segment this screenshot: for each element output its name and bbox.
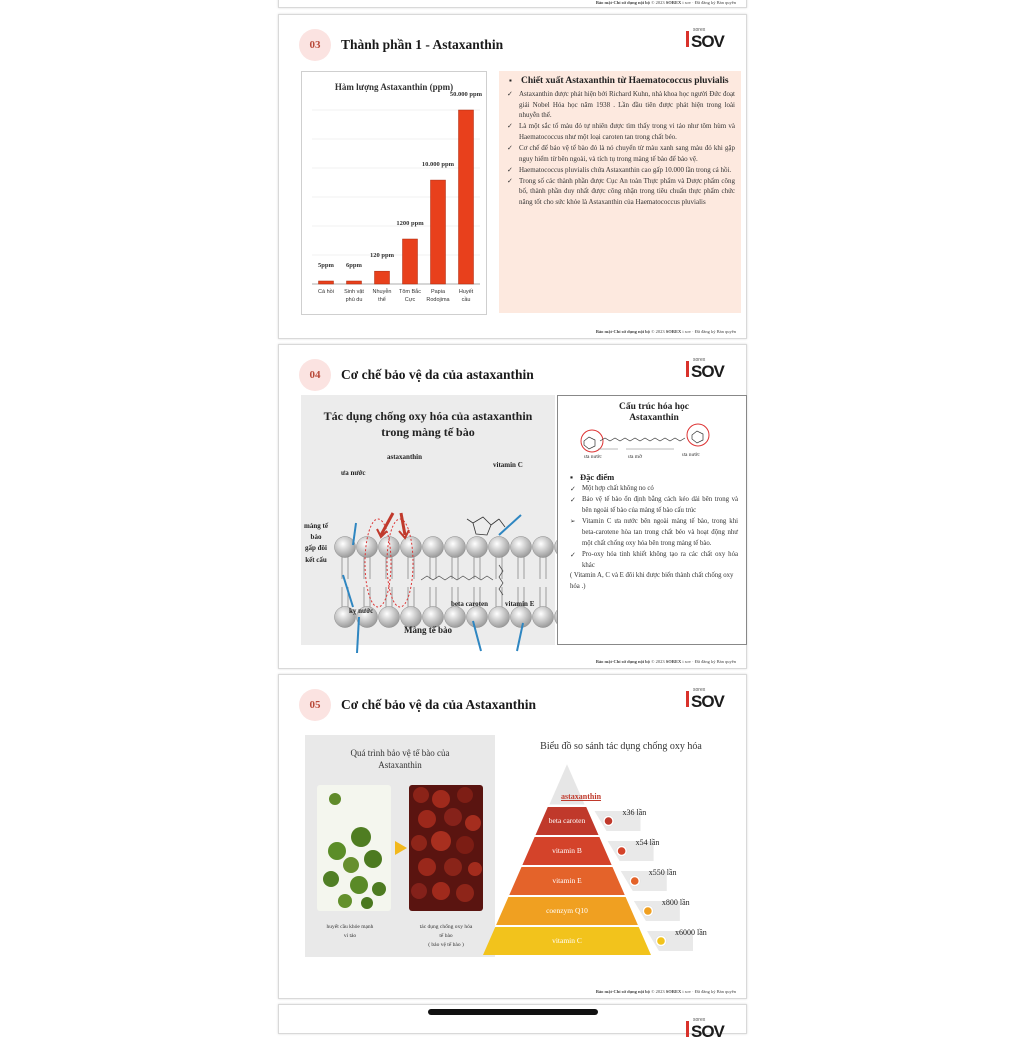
sorex-logo: sorex SOV bbox=[686, 687, 726, 715]
pyramid-dot bbox=[657, 937, 665, 945]
astaxanthin-structure-box bbox=[557, 395, 747, 645]
slide-number-badge: 03 bbox=[299, 29, 331, 61]
slide-header bbox=[299, 357, 534, 393]
label-beta-carotene: beta caroten bbox=[451, 600, 488, 608]
sorex-logo: sorex SOV bbox=[686, 27, 726, 55]
chart-title: Hàm lượng Astaxanthin (ppm) bbox=[334, 82, 454, 92]
slide-previous bbox=[278, 0, 747, 8]
pyramid-dot bbox=[631, 877, 639, 885]
info-bullet: ✓ Astaxanthin được phát hiện bởi Richard Kuhn, nhà khoa học người Đức đoạt giải Nobel Hóa học năm 1938 . Lần đầu tiên được phát hiện trong loài nhuyễn thể. bbox=[507, 89, 735, 122]
lipid-head bbox=[533, 537, 554, 558]
feature-note: ( Vitamin A, C và E đôi khi được biến thành chất chống oxy hóa .) bbox=[570, 572, 734, 591]
chart-bar bbox=[347, 281, 362, 284]
chart-bar bbox=[319, 281, 334, 284]
astaxanthin-bar-chart bbox=[301, 71, 487, 315]
structure-label: ưa nước bbox=[584, 453, 602, 460]
panel-title: Quá trình bảo vệ tế bào của Astaxanthin bbox=[350, 748, 450, 771]
label-double-membrane: màng tế bào gấp đôi kết cấu bbox=[304, 522, 328, 564]
diagram-title: Tác dụng chống oxy hóa của astaxanthin trong màng tế bào bbox=[323, 409, 533, 439]
sorex-logo: sorex SOV bbox=[686, 1017, 726, 1045]
pyramid-svg bbox=[279, 675, 748, 1000]
pyramid-level-label: vitamin E bbox=[552, 876, 582, 885]
caption-healthy-algae: huyết cầu khỏe mạnh vi tảo bbox=[326, 924, 374, 939]
pyramid-multiplier: x54 lần bbox=[635, 838, 660, 847]
label-vitamin-e: vitamin E bbox=[505, 600, 535, 608]
pyramid-multiplier: x800 lần bbox=[661, 898, 690, 907]
lipid-head bbox=[511, 537, 532, 558]
pyramid-title: Biểu đồ so sánh tác dụng chống oxy hóa bbox=[540, 741, 702, 752]
structure-title: Cấu trúc hóa học Astaxanthin bbox=[619, 402, 689, 424]
chart-data-label: 6ppm bbox=[346, 262, 362, 269]
chart-bar bbox=[375, 271, 390, 284]
chart-tick-label: Tôm Bắc bbox=[398, 289, 422, 295]
lipid-head bbox=[357, 537, 378, 558]
caption-antioxidant: tác dụng chống oxy hóa tế bào ( bảo vệ tế bào ) bbox=[419, 924, 473, 948]
pyramid-dot bbox=[644, 907, 652, 915]
chart-data-label: 5ppm bbox=[318, 262, 334, 269]
slide-footer: Bảo mật-Chỉ sử dụng nội bộ © 2023 SOREX i sov · Đã đăng ký Bản quyền bbox=[595, 659, 736, 664]
chart-tick-label: Cá hồi bbox=[318, 289, 334, 295]
slide-title: Thành phần 1 - Astaxanthin bbox=[341, 37, 504, 52]
chart-bar bbox=[431, 180, 446, 284]
pyramid-level-label: vitamin B bbox=[552, 846, 582, 855]
chart-tick-label: thể bbox=[378, 297, 386, 303]
chart-data-label: 10.000 ppm bbox=[421, 161, 455, 169]
slide-footer: Bảo mật-Chỉ sử dụng nội bộ © 2023 SOREX i sov · Đã đăng ký Bản quyền bbox=[595, 329, 736, 334]
label-hydrophobic: kỵ nước bbox=[349, 607, 374, 615]
pyramid-multiplier: x550 lần bbox=[648, 868, 677, 877]
chart-tick-label: Rodojima bbox=[426, 297, 450, 303]
pyramid-multiplier: x36 lần bbox=[622, 808, 647, 817]
chart-tick-label: Nhuyễn bbox=[372, 289, 392, 295]
slide-footer: Bảo mật-Chỉ sử dụng nội bộ © 2023 SOREX i sov · Đã đăng ký Bản quyền bbox=[595, 0, 736, 5]
slide-title: Cơ chế bảo vệ da của Astaxanthin bbox=[341, 697, 536, 712]
info-heading: ▪ Chiết xuất Astaxanthin từ Haematococcus pluvialis bbox=[507, 75, 735, 89]
chart-tick-label: Papia bbox=[430, 289, 446, 295]
chart-tick-label: Huyết bbox=[458, 289, 474, 295]
pyramid-level-label: coenzym Q10 bbox=[546, 906, 588, 915]
label-cell-membrane: Màng tế bào bbox=[404, 625, 452, 635]
pyramid-apex-label: astaxanthin bbox=[561, 792, 602, 801]
pyramid-level-label: beta caroten bbox=[548, 816, 586, 825]
chart-bar bbox=[403, 239, 418, 284]
slide-05 bbox=[278, 674, 747, 999]
structure-label: ưa nước bbox=[682, 451, 700, 458]
label-astaxanthin: astaxanthin bbox=[387, 453, 423, 461]
astaxanthin-info-box bbox=[499, 71, 741, 313]
home-indicator[interactable] bbox=[428, 1009, 598, 1015]
feature-item: ✓ Bảo vệ tế bào ổn định bằng cách kéo dài bên trong và bên ngoài tế bào của màng tế bào cấu trúc bbox=[570, 495, 738, 517]
chart-tick-label: Cực bbox=[404, 297, 416, 303]
features-heading: ▪ Đặc điểm bbox=[570, 471, 738, 485]
pyramid-multiplier: x6000 lần bbox=[675, 928, 707, 937]
slide-03 bbox=[278, 14, 747, 339]
chart-bar bbox=[459, 110, 474, 284]
feature-item: ✓ Một hợp chất không no có bbox=[570, 484, 738, 495]
chart-data-label: 120 ppm bbox=[369, 252, 395, 260]
chart-tick-label: Sinh vật bbox=[344, 289, 364, 295]
molecule-diagram bbox=[570, 427, 738, 467]
chart-tick-label: cầu bbox=[461, 297, 471, 303]
lipid-head bbox=[423, 537, 444, 558]
info-bullet: ✓ Haematococcus pluvialis chứa Astaxanthin cao gấp 10.000 lần trong cá hồi. bbox=[507, 165, 735, 176]
lipid-head bbox=[335, 537, 356, 558]
cell-membrane-diagram bbox=[301, 395, 555, 645]
slide-04 bbox=[278, 344, 747, 669]
chart-tick-label: phù du bbox=[345, 297, 363, 303]
label-vitamin-c: vitamin C bbox=[493, 461, 523, 469]
slide-number-badge: 05 bbox=[299, 689, 331, 721]
info-bullet: ✓ Là một sắc tố màu đỏ tự nhiên được tìm thấy trong vi tảo như tôm hùm và Haematococcus như một loại caroten tan trong chất béo. bbox=[507, 121, 735, 143]
slide-header bbox=[299, 27, 503, 63]
chart-data-label: 50.000 ppm bbox=[449, 91, 483, 98]
lipid-head bbox=[467, 537, 488, 558]
slide-footer: Bảo mật-Chỉ sử dụng nội bộ © 2023 SOREX i sov · Đã đăng ký Bản quyền bbox=[595, 989, 736, 994]
feature-item: ✓ Pro-oxy hóa tinh khiết không tạo ra các chất oxy hóa khác bbox=[570, 550, 738, 572]
pyramid-level-label: vitamin C bbox=[552, 936, 582, 945]
lipid-head bbox=[445, 537, 466, 558]
chart-data-label: 1200 ppm bbox=[396, 220, 424, 228]
lipid-head bbox=[489, 537, 510, 558]
slide-title: Cơ chế bảo vệ da của astaxanthin bbox=[341, 367, 534, 382]
feature-item: ➢ Vitamin C ưa nước bên ngoài màng tế bào, trong khi beta-carotene hòa tan trong chất béo và hoạt động như một chất chống oxy hóa bên trong màng tế bào. bbox=[570, 517, 738, 550]
sorex-logo: sorex SOV bbox=[686, 357, 726, 385]
info-bullet: ✓ Trong số các thành phần được Cục An toàn Thực phẩm và Dược phẩm công bố, thành phần duy nhất được công nhận trong tiêu chuẩn thực phẩm chức năng tốt cho sức khỏe là Astaxanthin của Haematococcus pluvialis bbox=[507, 176, 735, 209]
chart-plot bbox=[302, 72, 488, 316]
structure-label: ưa mỡ bbox=[628, 453, 642, 460]
label-hydrophilic: ưa nước bbox=[341, 469, 366, 477]
slide-number-badge: 04 bbox=[299, 359, 331, 391]
info-bullet: ✓ Cơ chế để bảo vệ tế bào đỏ là nó chuyển từ màu xanh sang màu đỏ khi gặp nguy hiểm từ bên ngoài, và tích tụ trong màng tế bào để bảo vệ. bbox=[507, 143, 735, 165]
